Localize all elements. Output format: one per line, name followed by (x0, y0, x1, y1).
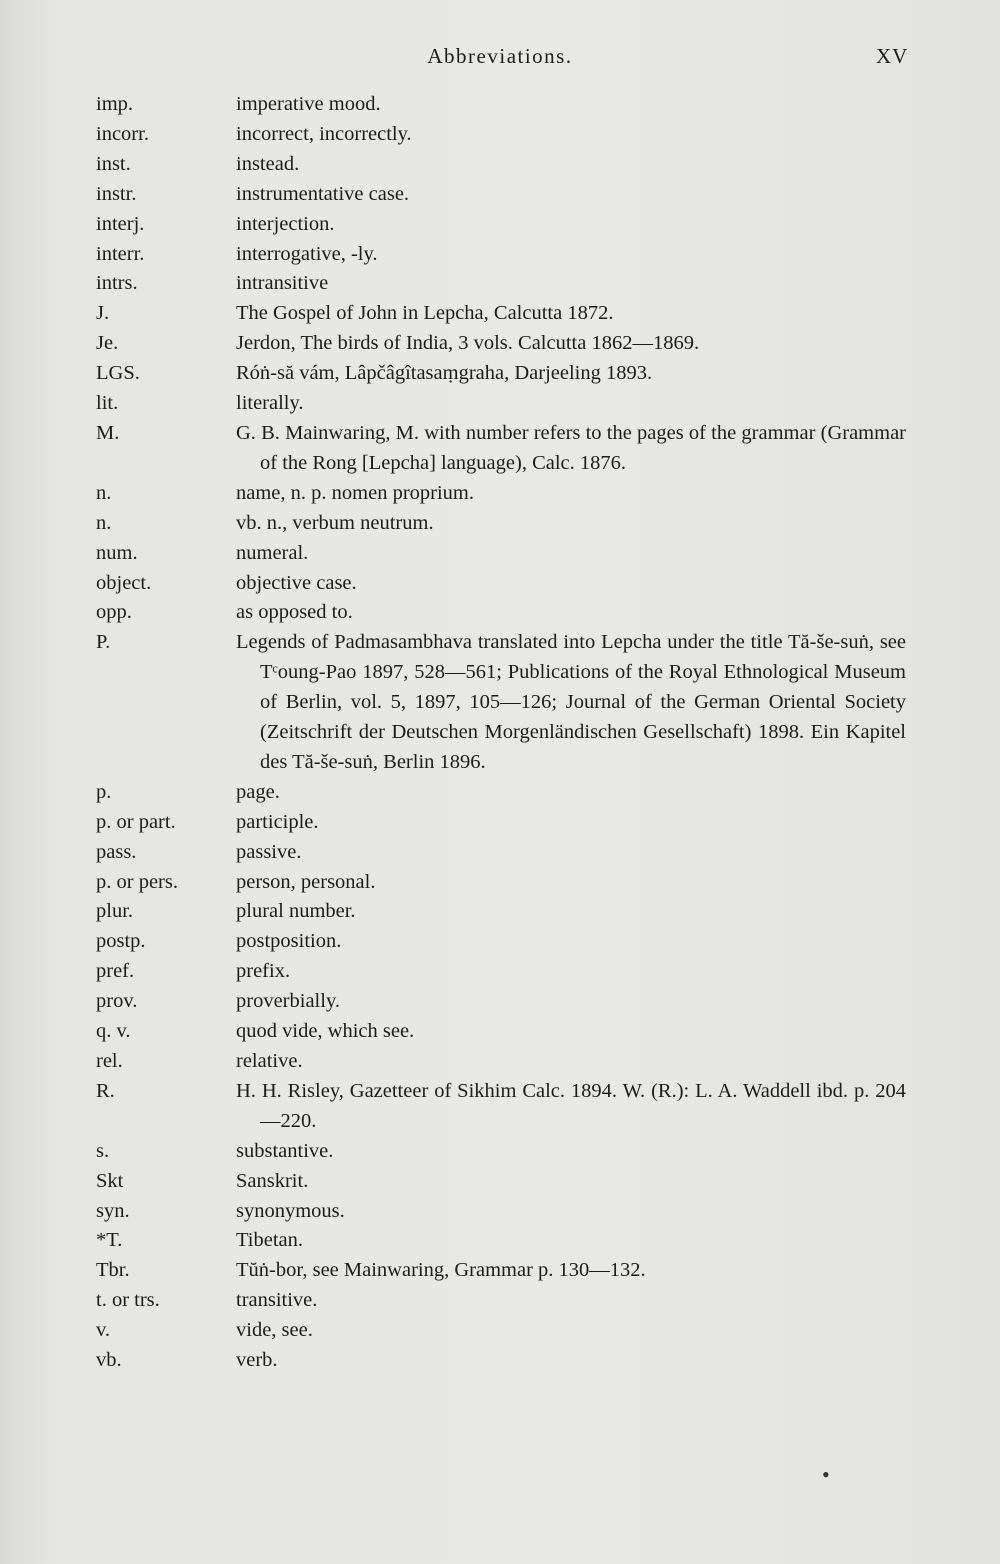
abbreviation-term: interj. (96, 212, 145, 235)
abbreviation-term: imp. (96, 93, 134, 115)
abbreviation-entry (96, 1077, 906, 1137)
abbreviation-term: p. or pers. (96, 870, 178, 893)
abbreviation-entry (96, 389, 906, 419)
abbreviation-term: n. (96, 481, 112, 504)
abbreviation-definition: literally. (236, 392, 304, 415)
abbreviation-definition: imperative mood. (236, 93, 381, 115)
abbreviation-term: M. (96, 421, 120, 444)
abbreviation-entry (96, 927, 906, 957)
abbreviation-entry (96, 479, 906, 509)
abbreviation-entry (96, 987, 906, 1017)
abbreviation-definition: Tibetan. (236, 1229, 304, 1252)
abbreviation-definition: relative. (236, 1050, 303, 1072)
abbreviation-term: J. (96, 302, 110, 325)
ink-speck: • (822, 1462, 830, 1487)
abbreviation-term: Je. (96, 332, 119, 355)
abbreviation-term: v. (96, 1319, 111, 1342)
abbreviation-definition: transitive. (236, 1289, 318, 1312)
abbreviation-definition: substantive. (236, 1139, 334, 1162)
abbreviation-entry (96, 778, 906, 808)
abbreviation-definition: objective case. (236, 571, 357, 594)
abbreviation-definition: The Gospel of John in Lepcha, Calcutta 1872. (236, 302, 614, 325)
abbreviation-entry (96, 1047, 906, 1077)
abbreviation-term: LGS. (96, 362, 140, 385)
abbreviation-definition: prefix. (236, 960, 291, 983)
abbreviation-definition: interjection. (236, 212, 335, 235)
abbreviation-entry (96, 299, 906, 329)
abbreviation-term: num. (96, 541, 138, 564)
abbreviation-definition: passive. (236, 840, 302, 863)
abbreviation-definition: person, personal. (236, 870, 376, 893)
abbreviation-term: R. (96, 1079, 115, 1102)
abbreviation-term: Skt (96, 1169, 124, 1192)
abbreviation-entry (96, 509, 906, 539)
abbreviation-definition: page. (236, 780, 280, 803)
abbreviation-definition: G. B. Mainwaring, M. with number refers to the pages of the grammar (Grammar of the Rong [Lepcha] language), Calc. 1876. (236, 421, 906, 474)
abbreviation-term: incorr. (96, 122, 149, 145)
page-number: XV (876, 44, 909, 68)
abbreviation-entry (96, 1017, 906, 1047)
abbreviation-entry (96, 1167, 906, 1197)
abbreviation-term: interr. (96, 242, 145, 265)
abbreviation-term: pref. (96, 960, 135, 983)
abbreviation-term: prov. (96, 990, 138, 1013)
abbreviation-term: s. (96, 1139, 110, 1162)
abbreviation-entry (96, 240, 906, 270)
abbreviation-entry (96, 120, 906, 150)
abbreviation-definition: synonymous. (236, 1199, 345, 1222)
abbreviation-definition: Tŭṅ-bor, see Mainwaring, Grammar p. 130—132. (236, 1259, 646, 1282)
abbreviation-entry (96, 1316, 906, 1346)
abbreviation-term: syn. (96, 1199, 130, 1222)
abbreviation-entry (96, 1197, 906, 1227)
abbreviation-definition: participle. (236, 810, 319, 833)
abbreviation-definition: verb. (236, 1349, 278, 1372)
abbreviation-term: object. (96, 571, 152, 594)
abbreviation-term: P. (96, 631, 111, 654)
abbreviation-definition: name, n. p. nomen proprium. (236, 481, 474, 504)
abbreviation-definition: plural number. (236, 900, 356, 923)
abbreviation-entry (96, 838, 906, 868)
abbreviation-definition: instrumentative case. (236, 182, 410, 205)
abbreviation-term: lit. (96, 392, 119, 415)
abbreviation-entry (96, 90, 906, 120)
abbreviation-definition: Sanskrit. (236, 1169, 309, 1192)
abbreviation-entry (96, 210, 906, 240)
abbreviation-term: intrs. (96, 272, 138, 295)
abbreviation-term: postp. (96, 930, 146, 953)
abbreviation-definition: H. H. Risley, Gazetteer of Sikhim Calc. 1894. W. (R.): L. A. Waddell ibd. p. 204—220. (236, 1079, 906, 1132)
abbreviation-entry (96, 180, 906, 210)
abbreviation-entry (96, 1286, 906, 1316)
abbreviation-term: *T. (96, 1229, 123, 1252)
abbreviation-definition: interrogative, -ly. (236, 242, 378, 265)
abbreviation-definition: numeral. (236, 541, 309, 564)
abbreviation-term: p. or part. (96, 810, 176, 833)
abbreviation-term: p. (96, 780, 112, 803)
abbreviation-definition: postposition. (236, 930, 342, 953)
abbreviation-entry (96, 1346, 906, 1376)
abbreviation-term: instr. (96, 182, 137, 205)
abbreviation-definition: Legends of Padmasambhava translated into Lepcha under the title Tă-še-suṅ, see Tᶜoung-Pao 1897, 528—561; Publications of the Royal Ethnological Museum of Berlin, vol. 5, 1897, 105—126; Journal of the German Oriental Society (Zeitschrift der Deutschen Morgenländischen Gesellschaft) 1898. Ein Kapitel des Tă-še-suṅ, Berlin 1896. (236, 631, 906, 773)
abbreviation-term: plur. (96, 900, 134, 923)
abbreviation-entry (96, 868, 906, 898)
abbreviation-entry (96, 628, 906, 778)
abbreviation-list (96, 90, 906, 1376)
abbreviation-definition: vide, see. (236, 1319, 313, 1342)
abbreviation-definition: instead. (236, 152, 300, 175)
abbreviation-definition: Róṅ-să vám, Lâpčâgîtasaṃgraha, Darjeeling 1893. (236, 362, 653, 385)
abbreviation-entry (96, 1256, 906, 1286)
abbreviation-entry (96, 329, 906, 359)
abbreviation-term: pass. (96, 840, 137, 863)
abbreviation-definition: as opposed to. (236, 601, 353, 624)
abbreviation-entry (96, 897, 906, 927)
abbreviation-entry (96, 569, 906, 599)
abbreviation-term: vb. (96, 1349, 122, 1372)
abbreviation-term: inst. (96, 152, 131, 175)
abbreviation-entry (96, 1226, 906, 1256)
abbreviation-term: Tbr. (96, 1259, 130, 1282)
abbreviation-entry (96, 598, 906, 628)
abbreviation-entry (96, 539, 906, 569)
abbreviation-definition: quod vide, which see. (236, 1020, 415, 1043)
abbreviation-entry (96, 1137, 906, 1167)
abbreviation-entry (96, 957, 906, 987)
abbreviation-term: t. or trs. (96, 1289, 160, 1312)
abbreviation-term: q. v. (96, 1020, 131, 1043)
abbreviation-definition: vb. n., verbum neutrum. (236, 511, 434, 534)
abbreviation-definition: intransitive (236, 272, 329, 295)
running-title: Abbreviations. (427, 44, 573, 68)
abbreviation-definition: Jerdon, The birds of India, 3 vols. Calcutta 1862—1869. (236, 332, 700, 355)
abbreviation-entry (96, 359, 906, 389)
abbreviation-entry (96, 150, 906, 180)
abbreviation-entry (96, 269, 906, 299)
abbreviation-entry (96, 808, 906, 838)
abbreviation-entry (96, 419, 906, 479)
abbreviation-term: opp. (96, 601, 132, 624)
abbreviation-definition: proverbially. (236, 990, 340, 1013)
abbreviation-term: rel. (96, 1050, 123, 1072)
abbreviation-definition: incorrect, incorrectly. (236, 122, 412, 145)
abbreviation-term: n. (96, 511, 112, 534)
